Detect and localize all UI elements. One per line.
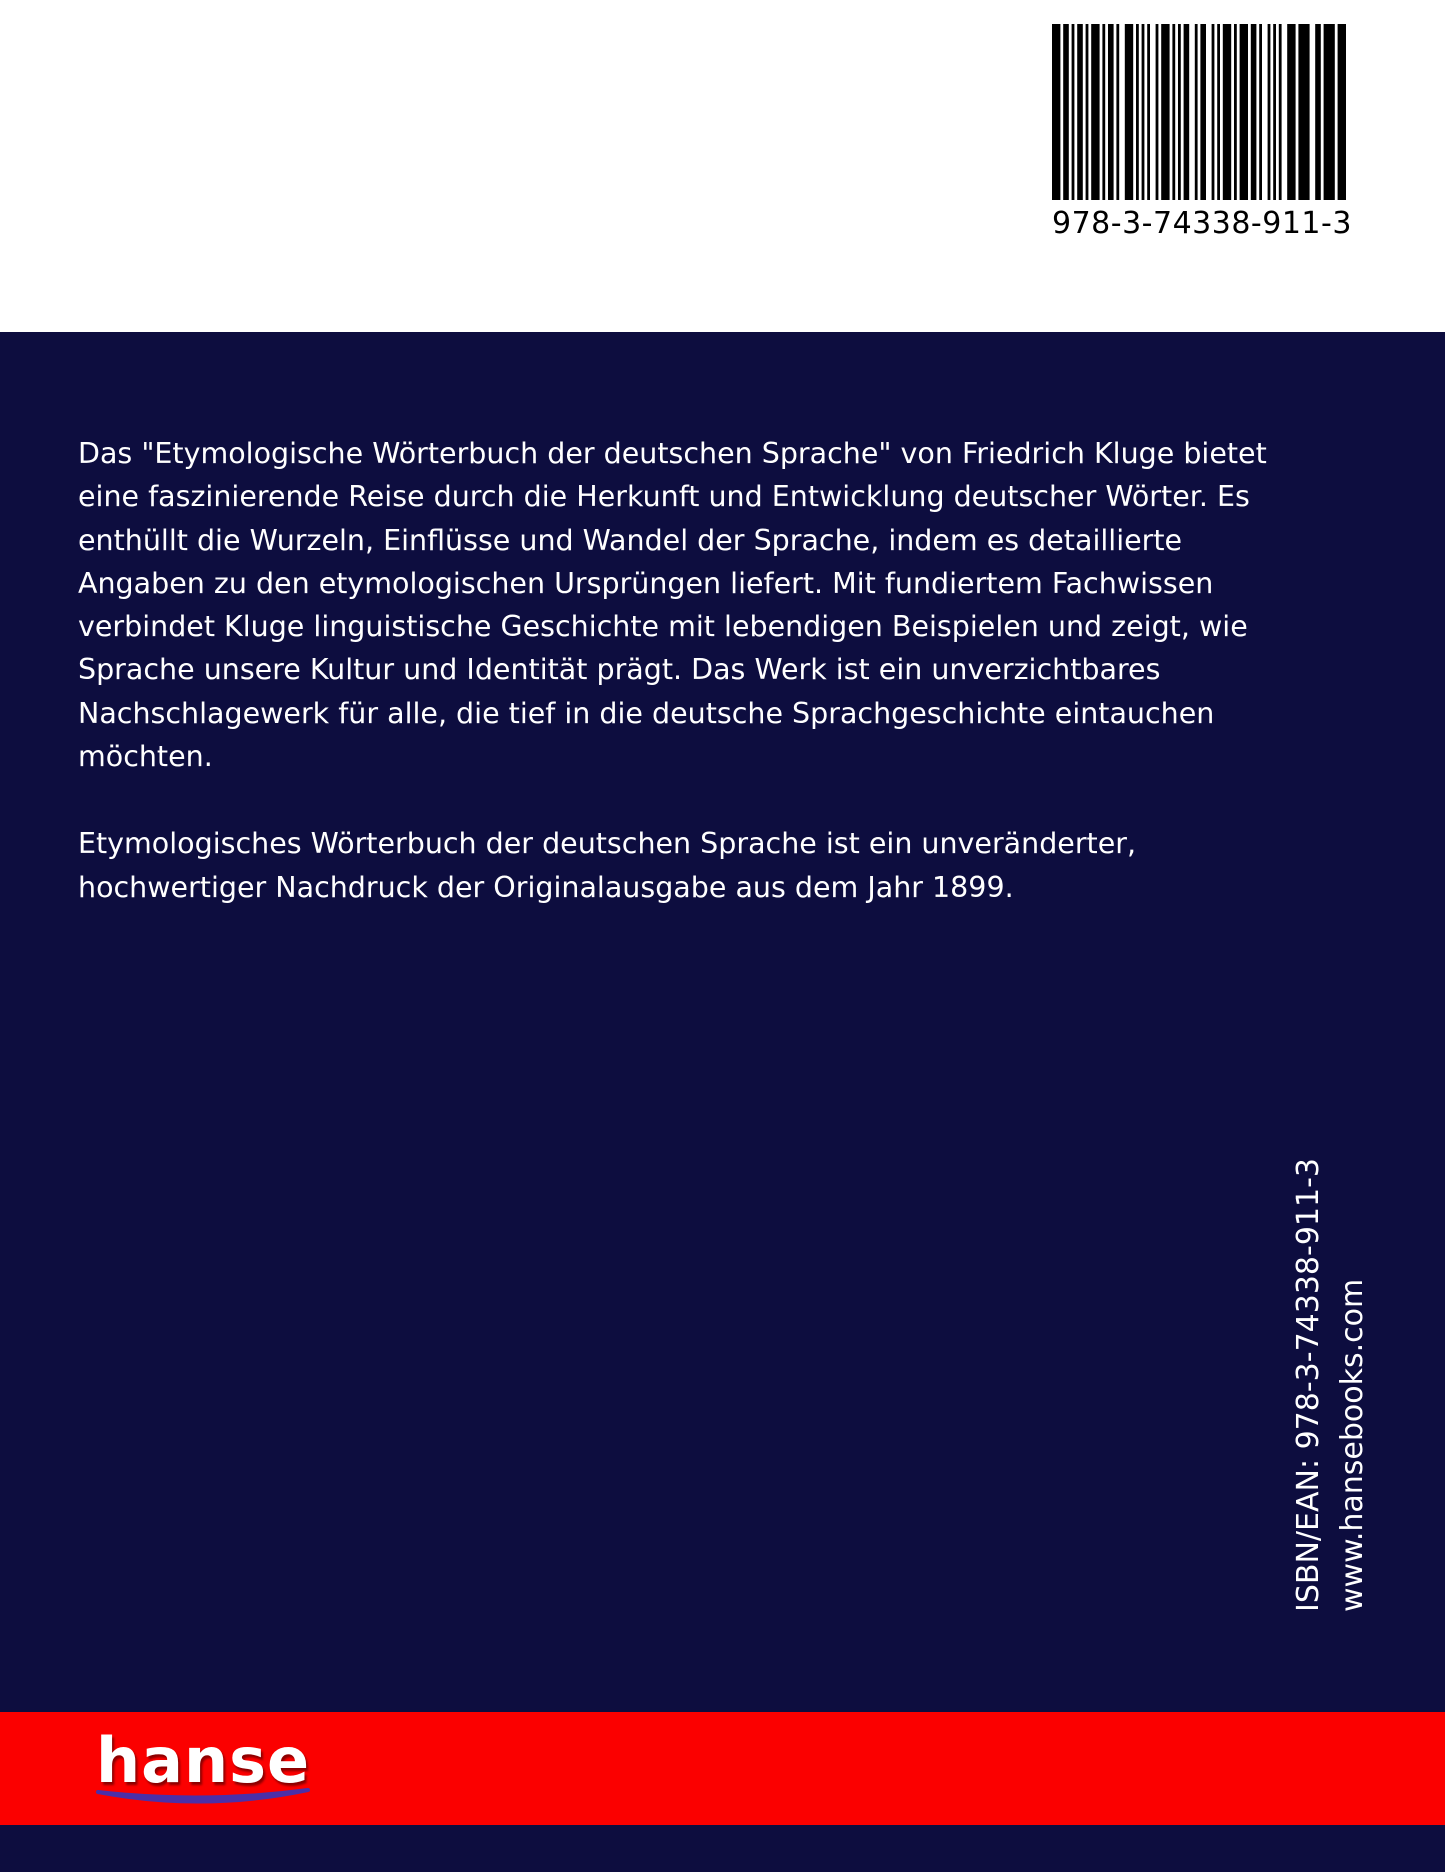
description-line: verbindet Kluge linguistische Geschichte mit lebendigen Beispielen und zeigt, wie <box>78 610 1248 644</box>
vertical-publisher-info <box>1287 1152 1387 1612</box>
barcode-bar <box>1200 24 1206 200</box>
barcode-bar <box>1142 24 1145 200</box>
barcode-bar <box>1223 24 1231 200</box>
barcode-bar <box>1072 24 1075 200</box>
barcode-bar <box>1077 24 1083 200</box>
barcode <box>1052 24 1352 241</box>
hanse-logo <box>96 1724 316 1810</box>
barcode-bar <box>1195 24 1198 200</box>
barcode-bar <box>1091 24 1099 200</box>
barcode-bar <box>1116 24 1119 200</box>
barcode-bar <box>1184 24 1190 200</box>
description-line: hochwertiger Nachdruck der Originalausgabe aus dem Jahr 1899. <box>78 870 1014 904</box>
publisher-band <box>0 1712 1445 1825</box>
barcode-bar <box>1156 24 1159 200</box>
barcode-bars <box>1052 24 1346 200</box>
barcode-bar <box>1338 24 1346 200</box>
description-line: Nachschlagewerk für alle, die tief in die deutsche Sprachgeschichte eintauchen <box>78 696 1215 730</box>
description-line: Das "Etymologische Wörterbuch der deutschen Sprache" von Friedrich Kluge bietet <box>78 437 1267 470</box>
barcode-bar <box>1217 24 1220 200</box>
description-line: Sprache unsere Kultur und Identität prägt. Das Werk ist ein unverzichtbares <box>78 653 1161 687</box>
barcode-bar <box>1108 24 1114 200</box>
isbn-text: ISBN/EAN: 978-3-74338-911-3 <box>1291 1157 1326 1612</box>
barcode-bar <box>1172 24 1175 200</box>
barcode-bar <box>1279 24 1282 200</box>
barcode-bar <box>1052 24 1060 200</box>
back-cover-body <box>0 332 1445 1712</box>
barcode-bar <box>1212 24 1215 200</box>
description-paragraph-2 <box>78 822 1348 909</box>
barcode-number: 978-3-74338-911-3 <box>1052 206 1352 241</box>
description <box>78 432 1348 953</box>
barcode-bar <box>1147 24 1150 200</box>
barcode-bar <box>1161 24 1169 200</box>
barcode-bar <box>1287 24 1295 200</box>
barcode-bar <box>1086 24 1089 200</box>
description-line: enthüllt die Wurzeln, Einflüsse und Wandel der Sprache, indem es detaillierte <box>78 523 1183 557</box>
barcode-bar <box>1125 24 1133 200</box>
barcode-bar <box>1136 24 1139 200</box>
description-line: Etymologisches Wörterbuch der deutschen Sprache ist ein unveränderter, <box>78 827 1137 861</box>
website-text: www.hansebooks.com <box>1335 1278 1370 1612</box>
barcode-bar <box>1315 24 1321 200</box>
barcode-bar <box>1298 24 1309 200</box>
barcode-bar <box>1273 24 1276 200</box>
vertical-text <box>1287 1152 1375 1612</box>
description-line: eine faszinierende Reise durch die Herkunft und Entwicklung deutscher Wörter. Es <box>78 480 1250 514</box>
barcode-bar <box>1063 24 1069 200</box>
description-paragraph-1 <box>78 432 1348 778</box>
bottom-strip <box>0 1825 1445 1872</box>
barcode-bar <box>1251 24 1257 200</box>
barcode-bar <box>1240 24 1248 200</box>
barcode-bar <box>1234 24 1237 200</box>
description-line: Angaben zu den etymologischen Ursprüngen liefert. Mit fundiertem Fachwissen <box>78 566 1214 600</box>
logo-text: hanse <box>96 1724 311 1797</box>
barcode-bar <box>1324 24 1335 200</box>
description-line: möchten. <box>78 740 213 774</box>
barcode-bar <box>1259 24 1262 200</box>
top-white-area <box>0 0 1445 332</box>
barcode-bar <box>1268 24 1271 200</box>
barcode-bar <box>1178 24 1181 200</box>
barcode-bar <box>1102 24 1105 200</box>
